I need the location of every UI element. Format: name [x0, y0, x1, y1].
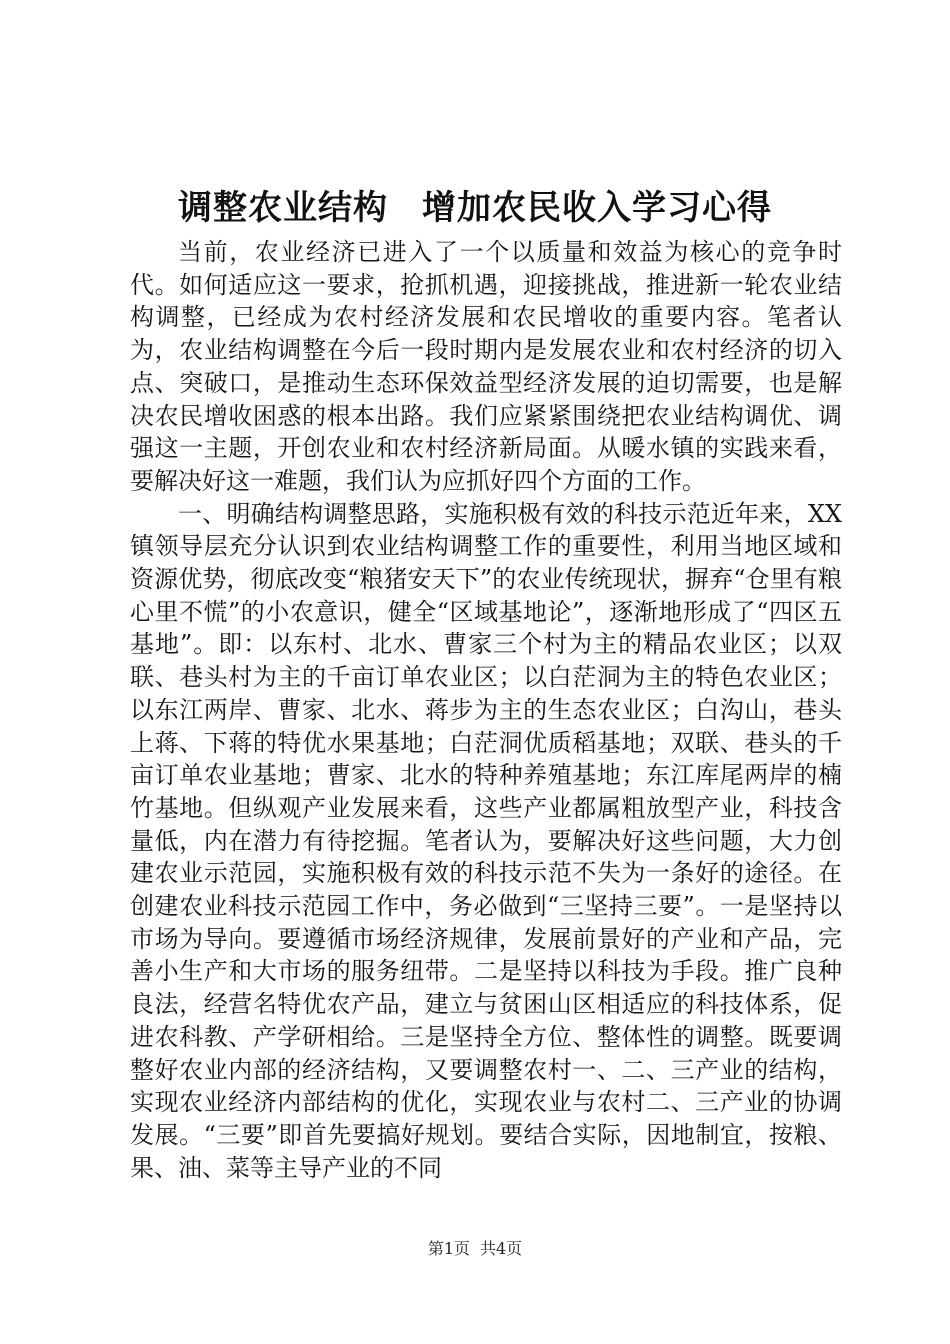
page-total: 共4页 [480, 1239, 523, 1258]
document-title [0, 184, 950, 232]
document-body [130, 236, 842, 1184]
page-footer [0, 1238, 950, 1260]
page-number: 第1页 [427, 1239, 470, 1258]
paragraph-2: 一、明确结构调整思路，实施积极有效的科技示范近年来，XX镇领导层充分认识到农业结构调整工作的重要性，利用当地区域和资源优势，彻底改变“粮猪安天下”的农业传统现状，摒弃“仓里有粮心里不慌”的小农意识，健全“区域基地论”，逐渐地形成了“四区五基地”。即：以东村、北水、曹家三个村为主的精品农业区；以双联、巷头村为主的千亩订单农业区；以白茫洞为主的特色农业区；以东江两岸、曹家、北水、蒋步为主的生态农业区；白沟山，巷头上蒋、下蒋的特优水果基地；白茫洞优质稻基地；双联、巷头的千亩订单农业基地；曹家、北水的特种养殖基地；东江库尾两岸的楠竹基地。但纵观产业发展来看，这些产业都属粗放型产业，科技含量低，内在潜力有待挖掘。笔者认为，要解决好这些问题，大力创建农业示范园，实施积极有效的科技示范不失为一条好的途径。在创建农业科技示范园工作中，务必做到“三坚持三要”。一是坚持以市场为导向。要遵循市场经济规律，发展前景好的产业和产品，完善小生产和大市场的服务纽带。二是坚持以科技为手段。推广良种良法，经营名特优农产品，建立与贫困山区相适应的科技体系，促进农科教、产学研相给。三是坚持全方位、整体性的调整。既要调整好农业内部的经济结构，又要调整农村一、二、三产业的结构，实现农业经济内部结构的优化，实现农业与农村二、三产业的协调发展。“三要”即首先要搞好规划。要结合实际，因地制宜，按粮、果、油、菜等主导产业的不同 [130, 499, 842, 1182]
title-part-1: 调整农业结构 [178, 188, 388, 228]
paragraph-1: 当前，农业经济已进入了一个以质量和效益为核心的竞争时代。如何适应这一要求，抢抓机遇，迎接挑战，推进新一轮农业结构调整，已经成为农村经济发展和农民增收的重要内容。笔者认为，农业结构调整在今后一段时期内是发展农业和农村经济的切入点、突破口，是推动生态环保效益型经济发展的迫切需要，也是解决农民增收困惑的根本出路。我们应紧紧围绕把农业结构调优、调强这一主题，开创农业和农村经济新局面。从暖水镇的实践来看，要解决好这一难题，我们认为应抓好四个方面的工作。 [130, 238, 842, 495]
title-part-2: 增加农民收入学习心得 [422, 188, 772, 228]
